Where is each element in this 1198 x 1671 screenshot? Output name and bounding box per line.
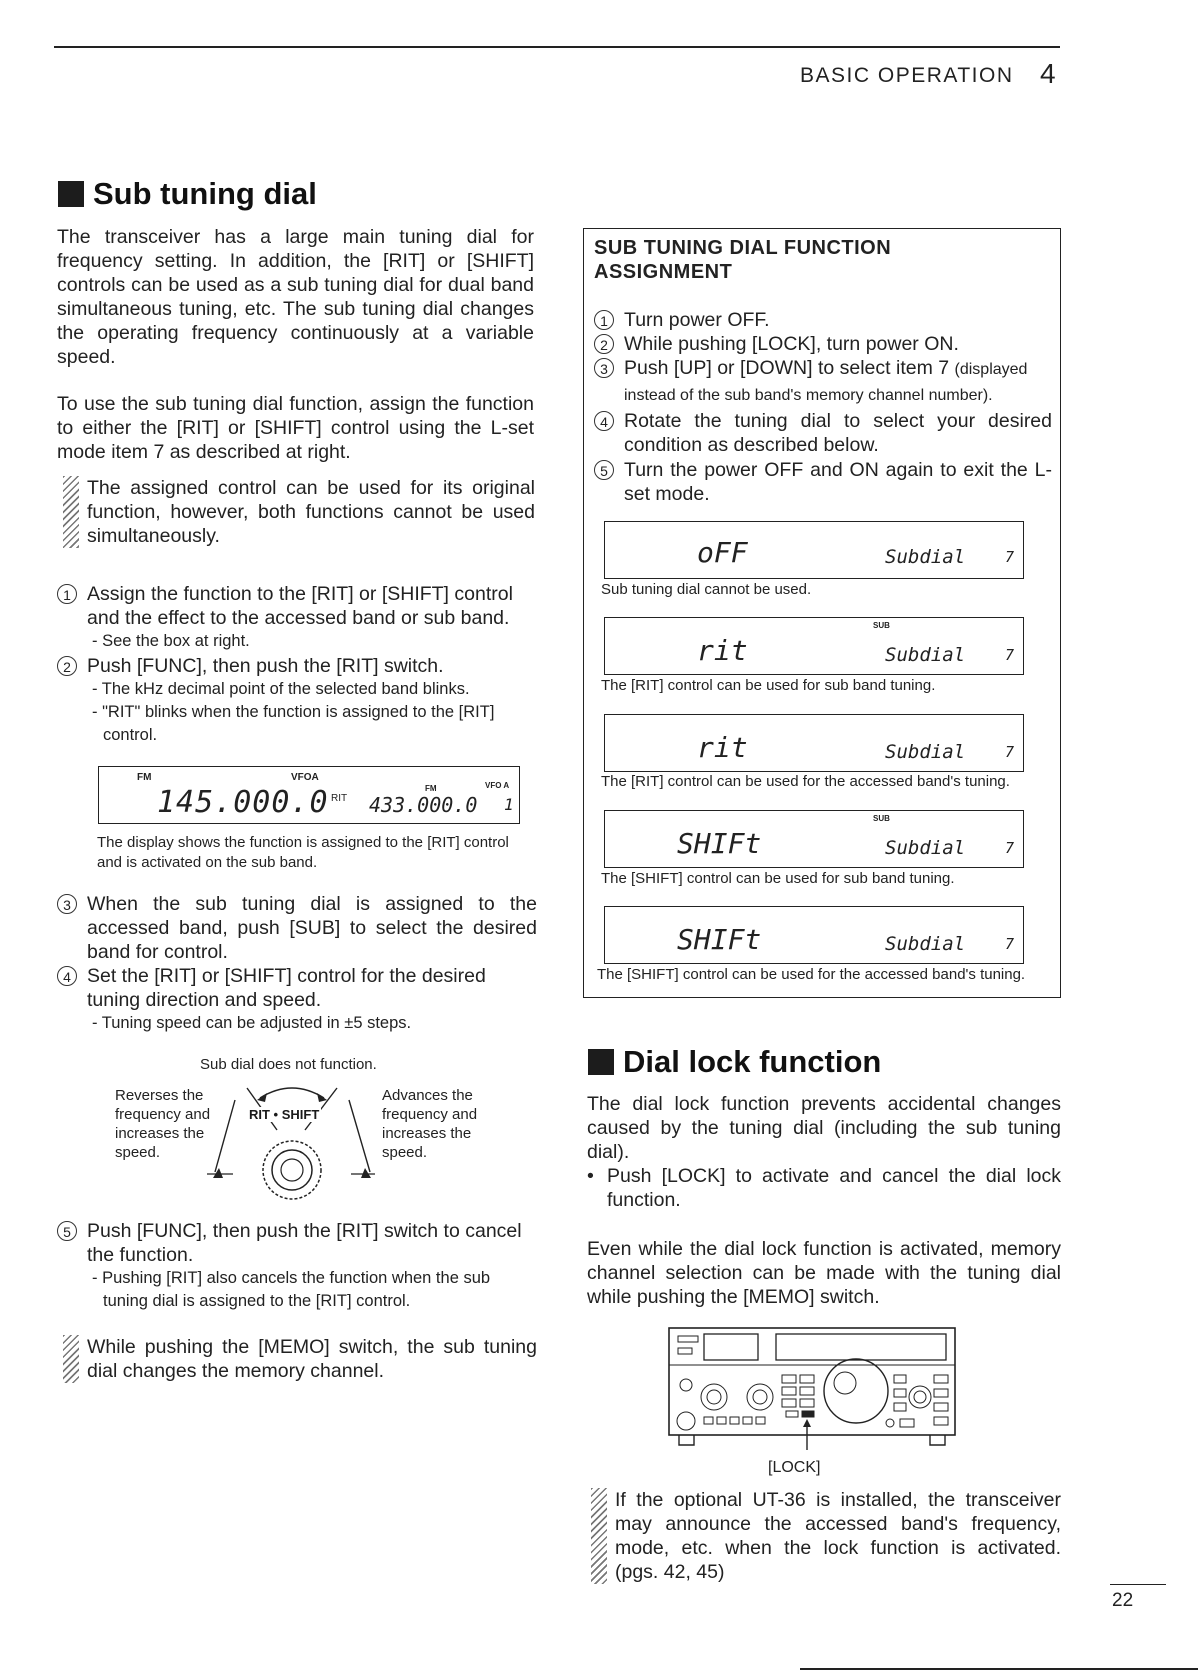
assign-step-2: 2 While pushing [LOCK], turn power ON.: [594, 332, 1052, 356]
step-2: 2 Push [FUNC], then push the [RIT] switch.: [57, 654, 537, 678]
dial-right-label: Advances the frequency and increases the speed.: [382, 1087, 478, 1161]
dial-lock-note: If the optional UT-36 is installed, the transceiver may announce the accessed band's frequency, mode, etc. when the lock function is activated. (pgs. 42, 45): [591, 1488, 1061, 1584]
sub-indicator: SUB: [873, 814, 890, 823]
option-item-num: 7: [1005, 935, 1015, 953]
dial-lock-title: Dial lock function: [588, 1044, 881, 1080]
assign-step-1: 1 Turn power OFF.: [594, 308, 1052, 332]
step-5-note: - Pushing [RIT] also cancels the function when the sub tuning dial is assigned to the [RIT] control.: [92, 1269, 491, 1310]
note-hatch-icon: [591, 1488, 607, 1584]
dial-left-label: Reverses the frequency and increases the speed.: [115, 1087, 211, 1161]
transceiver-panel-icon: [664, 1325, 960, 1455]
step-number: 4: [594, 411, 614, 431]
step-5-block: [57, 1219, 537, 1313]
step-number: 2: [594, 334, 614, 354]
step-number: 3: [594, 358, 614, 378]
step-number: 1: [594, 310, 614, 330]
option-value: SHIFt: [677, 923, 762, 956]
assignment-title: SUB TUNING DIAL FUNCTION ASSIGNMENT: [594, 237, 892, 283]
option-rit-main-caption: The [RIT] control can be used for the accessed band's tuning.: [601, 773, 1010, 790]
dial-lock-para2: Even while the dial lock function is activated, memory channel selection can be made with the tuning dial while pushing the [MEMO] switch.: [587, 1238, 1061, 1308]
step-number: 5: [57, 1221, 77, 1241]
dial-lock-para1: The dial lock function prevents accidental changes caused by the tuning dial (including the sub tuning dial).: [587, 1093, 1061, 1163]
option-item-num: 7: [1005, 646, 1015, 664]
step-number: 4: [57, 966, 77, 986]
top-rule: [54, 46, 1060, 48]
display-channel: 1: [504, 795, 514, 814]
step-number: 2: [57, 656, 77, 676]
option-shift-sub-display: [604, 810, 1024, 868]
sub-indicator: SUB: [873, 621, 890, 630]
footer-rule: [1110, 1584, 1166, 1585]
assignment-steps: [594, 308, 1052, 506]
memo-note: While pushing the [MEMO] switch, the sub tuning dial changes the memory channel.: [63, 1335, 537, 1383]
step-number: 1: [57, 584, 77, 604]
option-value: SHIFt: [677, 827, 762, 860]
option-item-label: Subdial: [885, 933, 966, 955]
steps-1-2: [57, 582, 537, 747]
section-header: BASIC OPERATION: [800, 64, 1014, 87]
dual-band-display: [98, 766, 520, 824]
step-number: 3: [57, 894, 77, 914]
sub-tuning-note: The assigned control can be used for its original function, however, both functions cannot be used simultaneously.: [63, 476, 535, 548]
assign-step-3: 3 Push [UP] or [DOWN] to select item 7 (displayed instead of the sub band's memory channel number).: [594, 356, 1052, 408]
step-1: 1 Assign the function to the [RIT] or [SHIFT] control and the effect to the accessed band or sub band.: [57, 582, 537, 630]
chapter-number: 4: [1040, 58, 1056, 89]
option-rit-sub-caption: The [RIT] control can be used for sub band tuning.: [601, 677, 936, 694]
option-item-num: 7: [1005, 548, 1015, 566]
steps-3-4: [57, 892, 537, 1035]
option-shift-main-caption: The [SHIFT] control can be used for the accessed band's tuning.: [597, 966, 1026, 983]
note-hatch-icon: [63, 476, 79, 548]
note-hatch-icon: [63, 1335, 79, 1383]
option-off-display: [604, 521, 1024, 579]
assign-step-4: 4 Rotate the tuning dial to select your desired condition as described below.: [594, 409, 1052, 457]
option-rit-sub-display: [604, 617, 1024, 675]
sub-tuning-title: Sub tuning dial: [58, 176, 317, 212]
option-item-num: 7: [1005, 743, 1015, 761]
bullet-icon: •: [587, 1165, 594, 1187]
option-value: rit: [697, 634, 748, 667]
display-freq-right: 433.000.0: [369, 793, 478, 817]
section-square-icon: [588, 1049, 614, 1075]
assign-step-5: 5 Turn the power OFF and ON again to exit the L-set mode.: [594, 458, 1052, 506]
sub-tuning-use: To use the sub tuning dial function, assign the function to either the [RIT] or [SHIFT] control using the L-set mode item 7 as described at right.: [57, 393, 534, 463]
knob-label: RIT • SHIFT: [249, 1107, 320, 1122]
option-item-label: Subdial: [885, 546, 966, 568]
display-freq-left: 145.000.0: [157, 785, 329, 820]
display-rit: RIT: [331, 793, 348, 804]
display-mode-right: FM: [425, 784, 437, 793]
option-item-label: Subdial: [885, 741, 966, 763]
option-value: oFF: [697, 536, 748, 569]
page-number: 22: [1112, 1590, 1134, 1611]
step-number: 5: [594, 460, 614, 480]
dial-caption-top: Sub dial does not function.: [200, 1056, 377, 1073]
rit-shift-knob-icon: [205, 1080, 375, 1205]
display-caption: The display shows the function is assigned to the [RIT] control and is activated on the sub band.: [97, 834, 509, 871]
step-2-note-2: - "RIT" blinks when the function is assigned to the [RIT] control.: [92, 703, 495, 744]
option-shift-sub-caption: The [SHIFT] control can be used for sub band tuning.: [601, 870, 955, 887]
step-4: 4 Set the [RIT] or [SHIFT] control for the desired tuning direction and speed.: [57, 964, 537, 1012]
step-1-note: - See the box at right.: [92, 632, 250, 650]
option-shift-main-display: [604, 906, 1024, 964]
sub-tuning-intro: The transceiver has a large main tuning dial for frequency setting. In addition, the [RIT] or [SHIFT] controls can be used as a sub tuning dial for dual band simultaneous tuning, etc. The sub tuning dial changes the operating frequency continuously at a variable speed.: [57, 226, 534, 368]
step-4-note: - Tuning speed can be adjusted in ±5 steps.: [92, 1014, 412, 1032]
dial-lock-bullet: • Push [LOCK] to activate and cancel the dial lock function.: [587, 1165, 1061, 1211]
section-square-icon: [58, 181, 84, 207]
option-off-caption: Sub tuning dial cannot be used.: [601, 581, 812, 598]
display-mode-left: FM: [137, 772, 152, 783]
step-5: 5 Push [FUNC], then push the [RIT] switch to cancel the function.: [57, 1219, 537, 1267]
step-3: 3 When the sub tuning dial is assigned to the accessed band, push [SUB] to select the desired band for control.: [57, 892, 537, 964]
lock-label: [LOCK]: [768, 1459, 821, 1476]
option-value: rit: [697, 731, 748, 764]
display-vfo-right: VFO A: [485, 781, 510, 790]
option-rit-main-display: [604, 714, 1024, 772]
bottom-rule: [800, 1668, 1198, 1670]
display-vfo-left: VFOA: [291, 772, 319, 783]
step-2-note-1: - The kHz decimal point of the selected band blinks.: [92, 680, 470, 698]
option-item-label: Subdial: [885, 837, 966, 859]
option-item-num: 7: [1005, 839, 1015, 857]
option-item-label: Subdial: [885, 644, 966, 666]
